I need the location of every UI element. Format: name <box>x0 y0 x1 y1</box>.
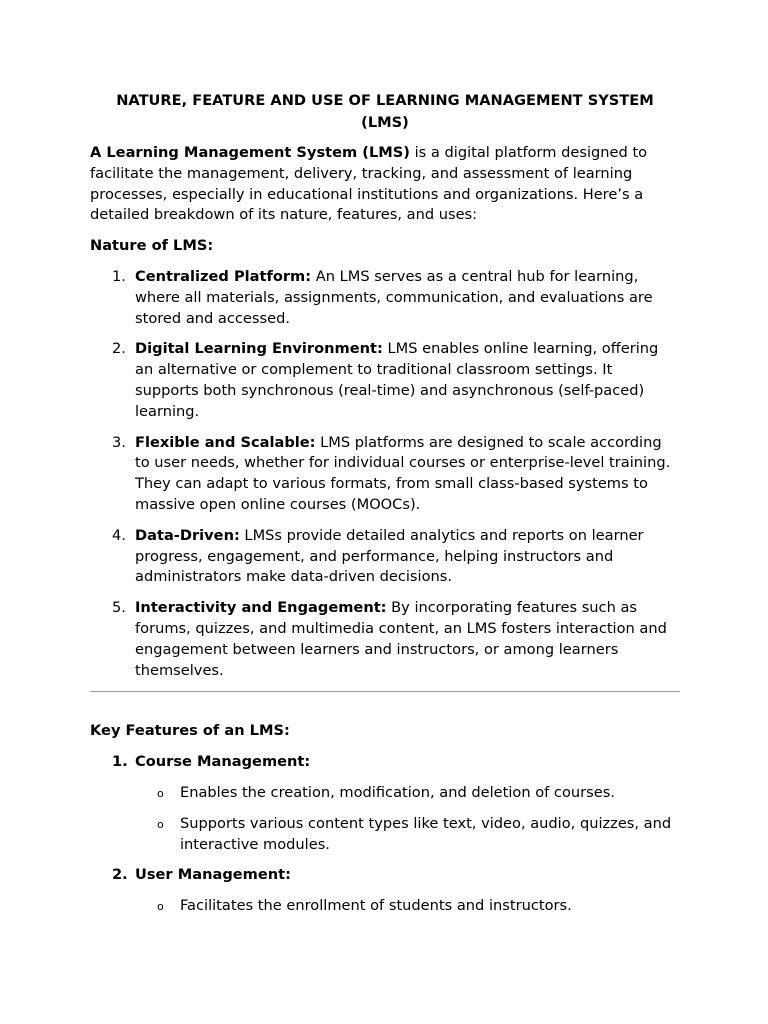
circle-bullet-icon: o <box>157 817 164 831</box>
feature-group-title <box>90 865 680 886</box>
nature-list <box>90 267 680 681</box>
nature-list-item <box>90 267 680 329</box>
list-number: 2. <box>112 340 126 358</box>
nature-heading: Nature of LMS: <box>90 237 214 255</box>
circle-bullet-icon: o <box>157 900 164 914</box>
list-number: 3. <box>112 433 126 451</box>
list-number: 1. <box>112 267 126 285</box>
nature-term: Centralized Platform: <box>135 267 312 285</box>
nature-text: By incorporating features such as forums, quizzes, and multimedia content, an LMS fosters interaction and engagement between learners and instructors, or among learners themselves. <box>135 599 667 679</box>
features-heading: Key Features of an LMS: <box>90 722 290 740</box>
feature-sublist <box>90 896 680 917</box>
feature-sublist <box>90 783 680 855</box>
nature-term: Flexible and Scalable: <box>135 433 316 451</box>
list-number: 4. <box>112 526 126 544</box>
list-number: 2. <box>112 866 128 884</box>
nature-list-item <box>90 526 680 588</box>
feature-group-title <box>90 752 680 773</box>
nature-term: Interactivity and Engagement: <box>135 599 387 617</box>
nature-list-item <box>90 339 680 422</box>
nature-list-item <box>90 433 680 516</box>
feature-sublist-item <box>90 814 680 856</box>
document-title: NATURE, FEATURE AND USE OF LEARNING MANAGEMENT SYSTEM (LMS) <box>116 92 654 131</box>
document-body <box>90 90 680 927</box>
feature-sublist-item <box>90 783 680 804</box>
nature-term: Data-Driven: <box>135 526 240 544</box>
nature-term: Digital Learning Environment: <box>135 340 383 358</box>
nature-list-item <box>90 598 680 681</box>
feature-title-text: Course Management: <box>135 753 311 771</box>
feature-item-text: Enables the creation, modification, and deletion of courses. <box>180 783 615 801</box>
list-number: 5. <box>112 599 126 617</box>
feature-item-text: Facilitates the enrollment of students and instructors. <box>180 897 572 915</box>
circle-bullet-icon: o <box>157 786 164 800</box>
intro-paragraph <box>90 143 680 226</box>
intro-term: A Learning Management System (LMS) <box>90 144 410 161</box>
nature-text: LMS platforms are designed to scale according to user needs, whether for individual courses or enterprise-level training. They can adapt to various formats, from small class-based systems to massive open online courses (MOOCs). <box>135 433 671 513</box>
feature-sublist-item <box>90 896 680 917</box>
feature-title-text: User Management: <box>135 866 291 884</box>
nature-text: LMSs provide detailed analytics and reports on learner progress, engagement, and performance, helping instructors and administrators make data-driven decisions. <box>135 526 644 586</box>
feature-item-text: Supports various content types like text, video, audio, quizzes, and interactive modules. <box>180 814 672 853</box>
horizontal-divider <box>90 691 680 692</box>
nature-text: An LMS serves as a central hub for learning, where all materials, assignments, communication, and evaluations are stored and accessed. <box>135 267 653 327</box>
list-number: 1. <box>112 753 128 771</box>
nature-text: LMS enables online learning, offering an alternative or complement to traditional classroom settings. It supports both synchronous (real-time) and asynchronous (self-paced) learning. <box>135 340 659 420</box>
intro-text: is a digital platform designed to facilitate the management, delivery, tracking, and assessment of learning processes, especially in educational institutions and organizations. Here’s a detailed breakdown of its nature, features, and uses: <box>90 144 648 224</box>
